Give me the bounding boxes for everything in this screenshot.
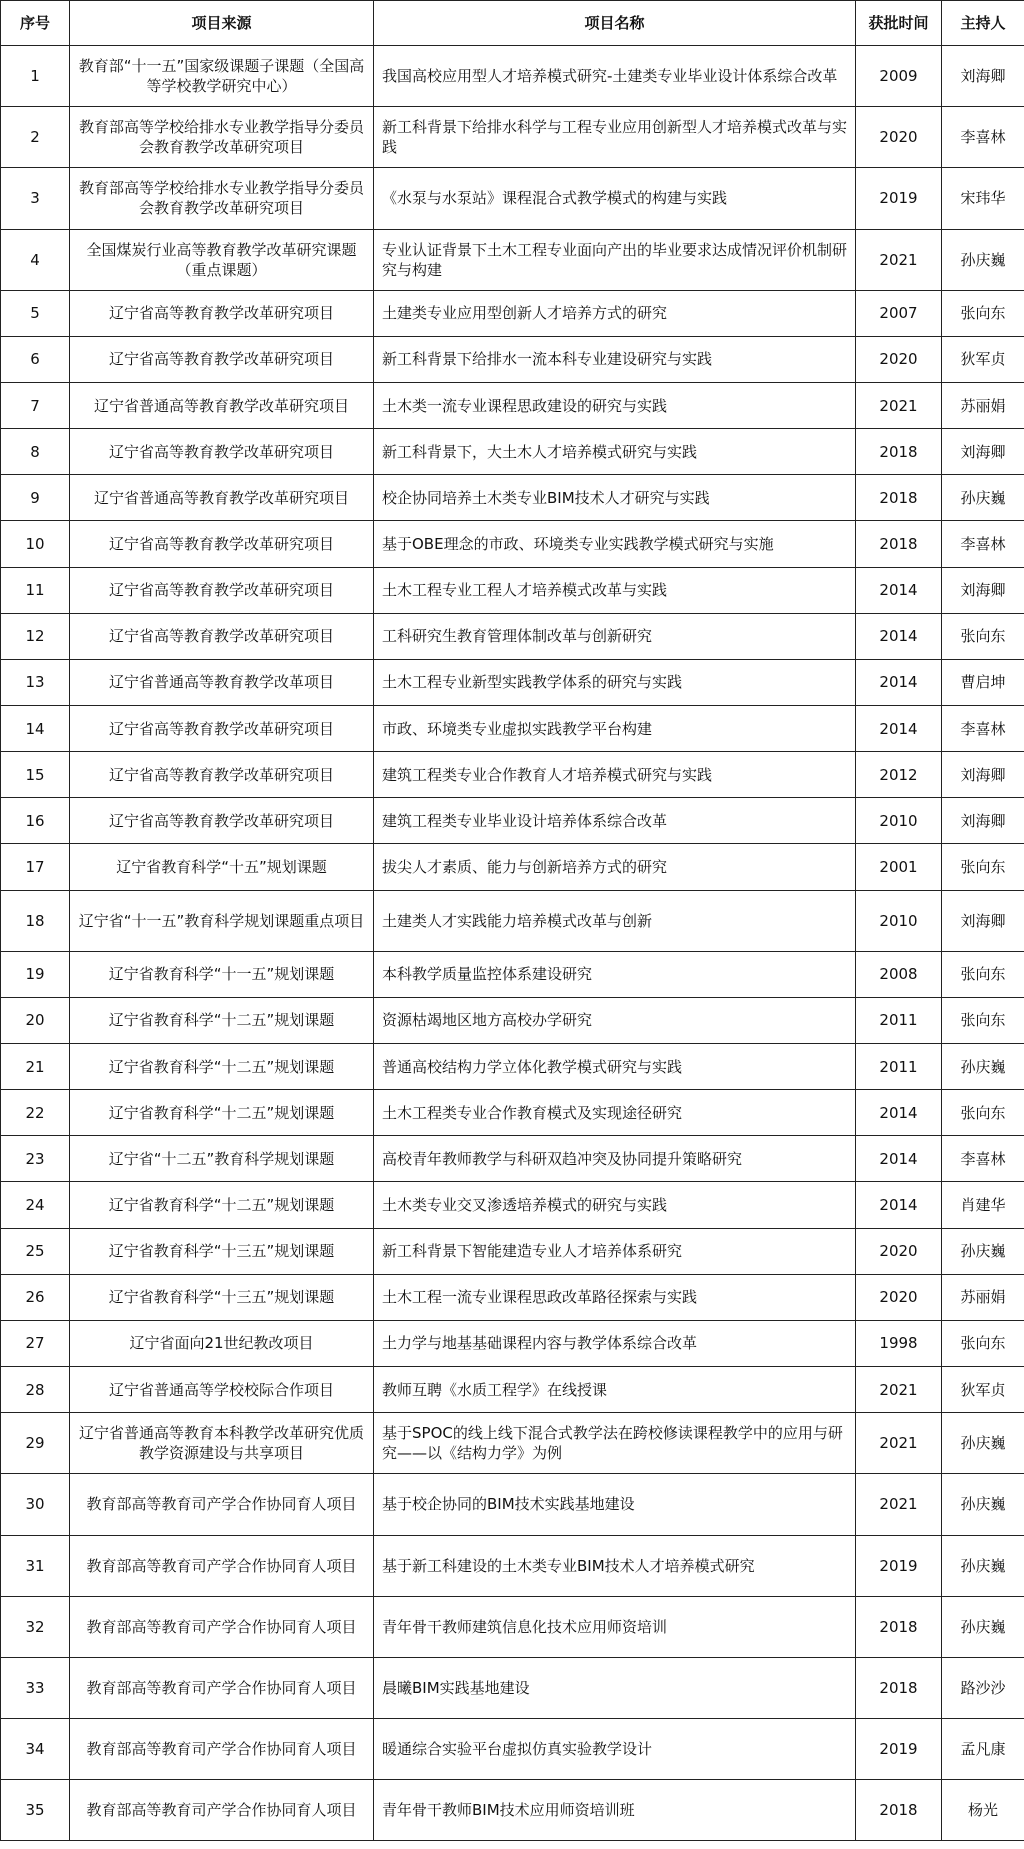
cell-approval-year: 2020 <box>856 107 942 168</box>
table-header <box>1 1 1024 46</box>
cell-source: 教育部高等教育司产学合作协同育人项目 <box>70 1474 374 1535</box>
cell-source: 辽宁省高等教育教学改革研究项目 <box>70 429 374 475</box>
cell-approval-year: 2018 <box>856 1596 942 1657</box>
cell-source: 辽宁省教育科学“十三五”规划课题 <box>70 1228 374 1274</box>
table-row <box>1 1274 1024 1320</box>
table-row <box>1 659 1024 705</box>
table-row <box>1 229 1024 290</box>
cell-approval-year: 2018 <box>856 429 942 475</box>
cell-host: 孙庆巍 <box>942 229 1024 290</box>
cell-project-name: 校企协同培养土木类专业BIM技术人才研究与实践 <box>374 475 856 521</box>
cell-source: 辽宁省普通高等教育教学改革项目 <box>70 659 374 705</box>
cell-approval-year: 2020 <box>856 336 942 382</box>
table-row <box>1 1413 1024 1474</box>
cell-source: 辽宁省教育科学“十一五”规划课题 <box>70 951 374 997</box>
header-approval-year: 获批时间 <box>856 1 942 46</box>
cell-approval-year: 2014 <box>856 659 942 705</box>
cell-index: 32 <box>1 1596 70 1657</box>
cell-project-name: 新工科背景下，大土木人才培养模式研究与实践 <box>374 429 856 475</box>
cell-source: 辽宁省教育科学“十二五”规划课题 <box>70 997 374 1043</box>
cell-approval-year: 2021 <box>856 1474 942 1535</box>
cell-host: 苏丽娟 <box>942 383 1024 429</box>
cell-index: 24 <box>1 1182 70 1228</box>
cell-index: 17 <box>1 844 70 890</box>
table-row <box>1 1136 1024 1182</box>
table-row <box>1 107 1024 168</box>
cell-project-name: 我国高校应用型人才培养模式研究-土建类专业毕业设计体系综合改革 <box>374 46 856 107</box>
cell-source: 辽宁省普通高等教育本科教学改革研究优质教学资源建设与共享项目 <box>70 1413 374 1474</box>
cell-index: 7 <box>1 383 70 429</box>
cell-source: 教育部高等学校给排水专业教学指导分委员会教育教学改革研究项目 <box>70 107 374 168</box>
cell-index: 28 <box>1 1367 70 1413</box>
cell-source: 教育部高等教育司产学合作协同育人项目 <box>70 1780 374 1841</box>
cell-index: 15 <box>1 752 70 798</box>
cell-index: 21 <box>1 1044 70 1090</box>
cell-project-name: 新工科背景下给排水科学与工程专业应用创新型人才培养模式改革与实践 <box>374 107 856 168</box>
cell-approval-year: 2011 <box>856 1044 942 1090</box>
cell-project-name: 青年骨干教师BIM技术应用师资培训班 <box>374 1780 856 1841</box>
cell-approval-year: 2001 <box>856 844 942 890</box>
cell-project-name: 资源枯竭地区地方高校办学研究 <box>374 997 856 1043</box>
cell-source: 辽宁省教育科学“十二五”规划课题 <box>70 1182 374 1228</box>
cell-source: 教育部高等教育司产学合作协同育人项目 <box>70 1719 374 1780</box>
cell-approval-year: 2021 <box>856 1413 942 1474</box>
cell-approval-year: 2012 <box>856 752 942 798</box>
cell-project-name: 拔尖人才素质、能力与创新培养方式的研究 <box>374 844 856 890</box>
table-row <box>1 752 1024 798</box>
cell-approval-year: 2010 <box>856 890 942 951</box>
cell-approval-year: 2014 <box>856 567 942 613</box>
cell-project-name: 土木工程类专业合作教育模式及实现途径研究 <box>374 1090 856 1136</box>
cell-project-name: 工科研究生教育管理体制改革与创新研究 <box>374 613 856 659</box>
cell-index: 2 <box>1 107 70 168</box>
cell-host: 孙庆巍 <box>942 1413 1024 1474</box>
table-row <box>1 290 1024 336</box>
table-row <box>1 1367 1024 1413</box>
cell-host: 张向东 <box>942 290 1024 336</box>
cell-host: 杨光 <box>942 1780 1024 1841</box>
cell-project-name: 新工科背景下智能建造专业人才培养体系研究 <box>374 1228 856 1274</box>
cell-project-name: 基于OBE理念的市政、环境类专业实践教学模式研究与实施 <box>374 521 856 567</box>
cell-approval-year: 2018 <box>856 1657 942 1718</box>
cell-host: 张向东 <box>942 844 1024 890</box>
cell-source: 辽宁省高等教育教学改革研究项目 <box>70 752 374 798</box>
cell-source: 辽宁省教育科学“十二五”规划课题 <box>70 1044 374 1090</box>
cell-source: 辽宁省高等教育教学改革研究项目 <box>70 613 374 659</box>
table-row <box>1 567 1024 613</box>
cell-index: 22 <box>1 1090 70 1136</box>
cell-index: 33 <box>1 1657 70 1718</box>
cell-host: 张向东 <box>942 951 1024 997</box>
cell-project-name: 土建类人才实践能力培养模式改革与创新 <box>374 890 856 951</box>
cell-host: 刘海卿 <box>942 46 1024 107</box>
cell-host: 李喜林 <box>942 706 1024 752</box>
cell-approval-year: 2014 <box>856 1182 942 1228</box>
cell-index: 12 <box>1 613 70 659</box>
cell-approval-year: 2009 <box>856 46 942 107</box>
cell-project-name: 本科教学质量监控体系建设研究 <box>374 951 856 997</box>
cell-source: 辽宁省高等教育教学改革研究项目 <box>70 290 374 336</box>
cell-host: 李喜林 <box>942 521 1024 567</box>
cell-host: 刘海卿 <box>942 890 1024 951</box>
cell-host: 孟凡康 <box>942 1719 1024 1780</box>
table-row <box>1 168 1024 229</box>
cell-source: 教育部高等学校给排水专业教学指导分委员会教育教学改革研究项目 <box>70 168 374 229</box>
cell-project-name: 教师互聘《水质工程学》在线授课 <box>374 1367 856 1413</box>
cell-source: 教育部“十一五”国家级课题子课题（全国高等学校教学研究中心） <box>70 46 374 107</box>
cell-project-name: 土木工程专业工程人才培养模式改革与实践 <box>374 567 856 613</box>
header-host: 主持人 <box>942 1 1024 46</box>
table-row <box>1 997 1024 1043</box>
cell-host: 孙庆巍 <box>942 1044 1024 1090</box>
cell-source: 辽宁省普通高等教育教学改革研究项目 <box>70 383 374 429</box>
table-row <box>1 1090 1024 1136</box>
cell-project-name: 土建类专业应用型创新人才培养方式的研究 <box>374 290 856 336</box>
cell-source: 辽宁省普通高等学校校际合作项目 <box>70 1367 374 1413</box>
cell-index: 27 <box>1 1320 70 1366</box>
cell-source: 全国煤炭行业高等教育教学改革研究课题（重点课题） <box>70 229 374 290</box>
cell-index: 5 <box>1 290 70 336</box>
cell-index: 6 <box>1 336 70 382</box>
cell-index: 1 <box>1 46 70 107</box>
cell-project-name: 高校青年教师教学与科研双趋冲突及协同提升策略研究 <box>374 1136 856 1182</box>
cell-host: 孙庆巍 <box>942 1474 1024 1535</box>
cell-project-name: 晨曦BIM实践基地建设 <box>374 1657 856 1718</box>
cell-host: 苏丽娟 <box>942 1274 1024 1320</box>
cell-index: 14 <box>1 706 70 752</box>
cell-source: 辽宁省高等教育教学改革研究项目 <box>70 521 374 567</box>
cell-project-name: 土木类一流专业课程思政建设的研究与实践 <box>374 383 856 429</box>
cell-index: 3 <box>1 168 70 229</box>
table-row <box>1 1535 1024 1596</box>
table-row <box>1 951 1024 997</box>
cell-approval-year: 1998 <box>856 1320 942 1366</box>
cell-project-name: 新工科背景下给排水一流本科专业建设研究与实践 <box>374 336 856 382</box>
cell-approval-year: 2014 <box>856 613 942 659</box>
table-row <box>1 1719 1024 1780</box>
cell-index: 18 <box>1 890 70 951</box>
cell-source: 教育部高等教育司产学合作协同育人项目 <box>70 1535 374 1596</box>
cell-host: 路沙沙 <box>942 1657 1024 1718</box>
table-row <box>1 798 1024 844</box>
cell-host: 刘海卿 <box>942 567 1024 613</box>
cell-project-name: 基于新工科建设的土木类专业BIM技术人才培养模式研究 <box>374 1535 856 1596</box>
cell-host: 肖建华 <box>942 1182 1024 1228</box>
table-row <box>1 1474 1024 1535</box>
cell-index: 31 <box>1 1535 70 1596</box>
cell-source: 辽宁省面向21世纪教改项目 <box>70 1320 374 1366</box>
cell-approval-year: 2021 <box>856 383 942 429</box>
cell-approval-year: 2018 <box>856 521 942 567</box>
cell-approval-year: 2019 <box>856 168 942 229</box>
cell-index: 29 <box>1 1413 70 1474</box>
cell-source: 辽宁省高等教育教学改革研究项目 <box>70 336 374 382</box>
cell-host: 宋玮华 <box>942 168 1024 229</box>
table-row <box>1 613 1024 659</box>
cell-host: 张向东 <box>942 997 1024 1043</box>
table-row <box>1 1657 1024 1718</box>
cell-host: 刘海卿 <box>942 752 1024 798</box>
cell-project-name: 普通高校结构力学立体化教学模式研究与实践 <box>374 1044 856 1090</box>
cell-index: 26 <box>1 1274 70 1320</box>
cell-index: 20 <box>1 997 70 1043</box>
cell-project-name: 基于SPOC的线上线下混合式教学法在跨校修读课程教学中的应用与研究——以《结构力学》为例 <box>374 1413 856 1474</box>
cell-approval-year: 2021 <box>856 1367 942 1413</box>
cell-approval-year: 2021 <box>856 229 942 290</box>
cell-source: 辽宁省高等教育教学改革研究项目 <box>70 706 374 752</box>
table-row <box>1 521 1024 567</box>
cell-host: 孙庆巍 <box>942 1535 1024 1596</box>
cell-project-name: 基于校企协同的BIM技术实践基地建设 <box>374 1474 856 1535</box>
cell-approval-year: 2019 <box>856 1535 942 1596</box>
cell-source: 辽宁省高等教育教学改革研究项目 <box>70 567 374 613</box>
cell-approval-year: 2019 <box>856 1719 942 1780</box>
cell-approval-year: 2020 <box>856 1228 942 1274</box>
cell-source: 教育部高等教育司产学合作协同育人项目 <box>70 1657 374 1718</box>
cell-index: 9 <box>1 475 70 521</box>
table-row <box>1 1182 1024 1228</box>
cell-host: 狄军贞 <box>942 1367 1024 1413</box>
cell-index: 19 <box>1 951 70 997</box>
cell-host: 李喜林 <box>942 1136 1024 1182</box>
cell-approval-year: 2018 <box>856 475 942 521</box>
cell-source: 辽宁省教育科学“十三五”规划课题 <box>70 1274 374 1320</box>
table-row <box>1 46 1024 107</box>
cell-approval-year: 2014 <box>856 1090 942 1136</box>
table-row <box>1 1320 1024 1366</box>
table-row <box>1 475 1024 521</box>
cell-project-name: 土力学与地基基础课程内容与教学体系综合改革 <box>374 1320 856 1366</box>
cell-source: 辽宁省“十二五”教育科学规划课题 <box>70 1136 374 1182</box>
cell-source: 辽宁省教育科学“十五”规划课题 <box>70 844 374 890</box>
cell-host: 张向东 <box>942 1090 1024 1136</box>
cell-index: 34 <box>1 1719 70 1780</box>
cell-index: 23 <box>1 1136 70 1182</box>
cell-index: 10 <box>1 521 70 567</box>
cell-index: 16 <box>1 798 70 844</box>
cell-source: 辽宁省高等教育教学改革研究项目 <box>70 798 374 844</box>
header-source: 项目来源 <box>70 1 374 46</box>
cell-index: 11 <box>1 567 70 613</box>
table-row <box>1 1044 1024 1090</box>
cell-host: 张向东 <box>942 613 1024 659</box>
cell-host: 刘海卿 <box>942 429 1024 475</box>
header-index: 序号 <box>1 1 70 46</box>
cell-project-name: 土木类专业交叉渗透培养模式的研究与实践 <box>374 1182 856 1228</box>
cell-project-name: 市政、环境类专业虚拟实践教学平台构建 <box>374 706 856 752</box>
cell-approval-year: 2007 <box>856 290 942 336</box>
cell-host: 孙庆巍 <box>942 1228 1024 1274</box>
table-row <box>1 1228 1024 1274</box>
cell-host: 张向东 <box>942 1320 1024 1366</box>
cell-project-name: 土木工程一流专业课程思政改革路径探索与实践 <box>374 1274 856 1320</box>
table-body <box>1 46 1024 1841</box>
table-row <box>1 1780 1024 1841</box>
cell-source: 辽宁省普通高等教育教学改革研究项目 <box>70 475 374 521</box>
cell-project-name: 建筑工程类专业合作教育人才培养模式研究与实践 <box>374 752 856 798</box>
table-row <box>1 429 1024 475</box>
cell-host: 刘海卿 <box>942 798 1024 844</box>
cell-project-name: 暖通综合实验平台虚拟仿真实验教学设计 <box>374 1719 856 1780</box>
cell-project-name: 《水泵与水泵站》课程混合式教学模式的构建与实践 <box>374 168 856 229</box>
cell-source: 教育部高等教育司产学合作协同育人项目 <box>70 1596 374 1657</box>
cell-project-name: 建筑工程类专业毕业设计培养体系综合改革 <box>374 798 856 844</box>
table-row <box>1 383 1024 429</box>
cell-index: 30 <box>1 1474 70 1535</box>
cell-host: 孙庆巍 <box>942 475 1024 521</box>
cell-approval-year: 2014 <box>856 1136 942 1182</box>
header-project-name: 项目名称 <box>374 1 856 46</box>
table-row <box>1 844 1024 890</box>
cell-source: 辽宁省“十一五”教育科学规划课题重点项目 <box>70 890 374 951</box>
cell-index: 25 <box>1 1228 70 1274</box>
table-row <box>1 336 1024 382</box>
cell-approval-year: 2011 <box>856 997 942 1043</box>
cell-approval-year: 2010 <box>856 798 942 844</box>
cell-approval-year: 2014 <box>856 706 942 752</box>
cell-approval-year: 2020 <box>856 1274 942 1320</box>
table-row <box>1 1596 1024 1657</box>
cell-host: 孙庆巍 <box>942 1596 1024 1657</box>
cell-host: 狄军贞 <box>942 336 1024 382</box>
cell-index: 35 <box>1 1780 70 1841</box>
table-row <box>1 706 1024 752</box>
cell-project-name: 青年骨干教师建筑信息化技术应用师资培训 <box>374 1596 856 1657</box>
cell-approval-year: 2018 <box>856 1780 942 1841</box>
cell-project-name: 专业认证背景下土木工程专业面向产出的毕业要求达成情况评价机制研究与构建 <box>374 229 856 290</box>
cell-index: 8 <box>1 429 70 475</box>
cell-approval-year: 2008 <box>856 951 942 997</box>
header-row <box>1 1 1024 46</box>
table-row <box>1 890 1024 951</box>
cell-source: 辽宁省教育科学“十二五”规划课题 <box>70 1090 374 1136</box>
cell-index: 13 <box>1 659 70 705</box>
cell-index: 4 <box>1 229 70 290</box>
cell-project-name: 土木工程专业新型实践教学体系的研究与实践 <box>374 659 856 705</box>
cell-host: 曹启坤 <box>942 659 1024 705</box>
cell-host: 李喜林 <box>942 107 1024 168</box>
